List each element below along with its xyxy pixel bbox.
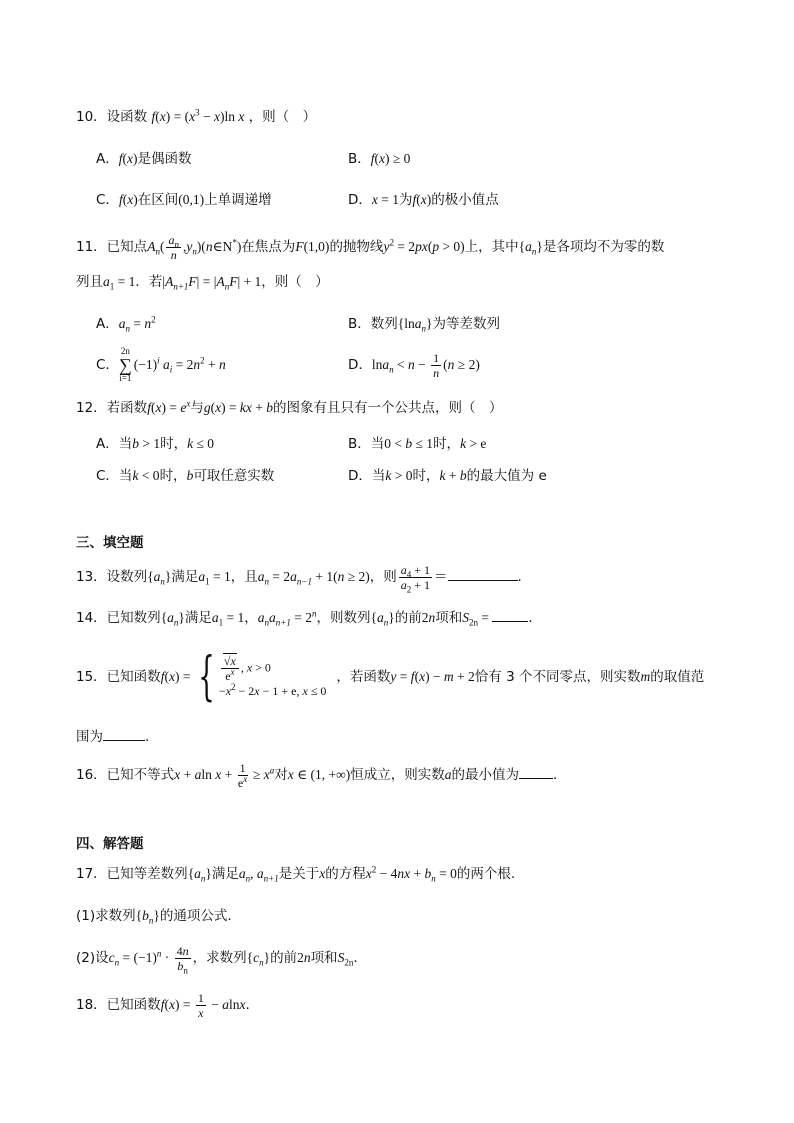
q11-line2a: 列且	[76, 274, 103, 290]
q18-end: .	[245, 997, 250, 1013]
q16-t2: 恒成立，则实数	[350, 767, 445, 783]
q12-text1: 与	[190, 400, 204, 416]
question-16: 16．已知不等式x + aln x + $\frac{1}{e^x}$ ≥ $x^a$对x ∈ (1, +∞)恒成立，则实数a的最小值为 .	[76, 760, 558, 790]
question-14: 14．已知数列$\{a_n\}$满足$a_1 = 1$，$a_na_{n+1} = 2^n$，则数列$\{a_n\}$的前2n项和$S_{2n}$ = ．	[76, 608, 542, 628]
q11-a-label: A．	[96, 316, 119, 332]
q13-t5: ．	[517, 569, 532, 585]
q17-part2: (2)设$c_n = (-1)^n$ · $\frac{4n}{b_n}$ ，求数列$\{c_n\}$的前2n项和$S_{2n}$.	[76, 943, 358, 975]
q12-d-text1: 时，	[412, 468, 440, 484]
q11-line2b: ．若	[135, 274, 163, 290]
q10-formula: f	[151, 109, 156, 124]
q12-b-label: B．当	[348, 436, 385, 452]
q10-c-text1: 在区间	[137, 192, 179, 208]
q13-stem: 13．设数列	[76, 569, 148, 585]
q17-t2: 是关于	[278, 866, 320, 882]
q11-line2c: ，则（ ）	[261, 274, 329, 290]
q16-stem: 16．已知不等式	[76, 767, 175, 783]
q17-p2d: 项和	[310, 950, 338, 966]
q15-t1: ，若函数	[336, 669, 391, 685]
q14-t1: 满足	[184, 610, 212, 626]
q12-b-text: 时，	[433, 436, 461, 452]
q17-part1: (1)求数列$\{b_n\}$的通项公式.	[76, 908, 232, 926]
q10-option-c: C．f(x)在区间(0,1)上单调递增	[96, 192, 272, 208]
q11-option-c: C．2n ∑ $i=1(-1)^i$ $a_i = 2n^2 + n$	[96, 346, 226, 383]
question-17: 17．已知等差数列$\{a_n\}$满足$a_n$, $a_{n+1}$是关于x的方程$x^2 - 4nx + b_n = 0$的两个根.	[76, 864, 516, 884]
q14-t6: ．	[528, 610, 542, 626]
q17-t4: 的两个根.	[456, 866, 516, 882]
question-18: 18．已知函数f(x) = $\frac{1}{x}$ − alnx.	[76, 990, 250, 1020]
q16-t1: 对	[274, 767, 288, 783]
q16-end: .	[552, 767, 558, 783]
q10-d-text2: 的极小值点	[431, 192, 499, 208]
q12-d-text2: 的最大值为 e	[466, 468, 547, 484]
q10-option-d: D．x = 1为f(x)的极小值点	[348, 192, 499, 208]
q13-t1: 满足	[171, 569, 199, 585]
q11-option-d: D．lna$_n$ < n − $\frac{1}{n}$ (n ≥ 2)	[348, 350, 480, 380]
q13-t2: ，且	[230, 569, 258, 585]
q12-d-label: D．当	[348, 468, 386, 484]
q11-b-label: B．数列	[348, 316, 398, 332]
q10-option-a: A．f(x)是偶函数	[96, 151, 192, 167]
summation-symbol: 2n ∑ i=1	[118, 346, 132, 383]
q12-c-text1: 时，	[159, 468, 187, 484]
question-13: 13．设数列$\{a_n\}$满足$a_1 = 1$，且$a_n = 2a_{n-1} + 1(n \ge 2)$，则 $\frac{a_4 + 1}{a_2 + 1}$ ＝ ．	[76, 562, 532, 594]
q11-text2: 的抛物线	[329, 239, 384, 255]
q12-option-a: A．当b > 1时，k ≤ 0	[96, 436, 215, 452]
piecewise-brace: {	[198, 647, 215, 707]
question-15: 15．已知函数f(x) = { $\frac{√x}{e^x}$ , x > 0 $-x^2 - 2x - 1 + e$, x ≤ 0 ，若函数y = f(x) − m + 2恰有 3 个不同零点，则实数m的取值范	[76, 647, 705, 707]
q11-stem: 11．已知点	[76, 239, 148, 255]
q14-t5: 项和	[435, 610, 463, 626]
q15-line2-text: 围为	[76, 729, 103, 745]
q14-t4: 的前	[394, 610, 422, 626]
q10-stem: 10．设函数	[76, 109, 148, 125]
q12-stem: 12．若函数	[76, 400, 148, 416]
q12-text2: 的图象有且只有一个公共点，则（ ）	[273, 400, 503, 416]
q17-p2: (2)设	[76, 950, 109, 966]
question-12: 12．若函数$f(x) = e^x$与g(x) = kx + b的图象有且只有一个公共点，则（ ）	[76, 398, 503, 416]
q10-d-text1: 为	[399, 192, 413, 208]
q17-t3: 的方程	[325, 866, 366, 882]
q12-option-c: C．当k < 0时，b可取任意实数	[96, 468, 275, 484]
q17-p2e: .	[353, 950, 358, 966]
q11-option-a: A．$a_n = n^2$	[96, 314, 156, 334]
q18-stem: 18．已知函数	[76, 997, 161, 1013]
q17-p2c: 的前	[270, 950, 298, 966]
q14-t2: ，	[244, 610, 258, 626]
q11-b-text: 为等差数列	[432, 316, 500, 332]
q16-t3: 的最小值为	[451, 767, 519, 783]
q10-c-text2: 上单调递增	[204, 192, 272, 208]
q13-t3: ，则	[369, 569, 397, 585]
q14-stem: 14．已知数列	[76, 610, 161, 626]
q14-t3: ，则数列	[316, 610, 371, 626]
q11-c-label: C．	[96, 357, 119, 373]
q11-line2: 列且$a_1 = 1$．若$|A_{n+1}F| = |A_nF| + 1$，则（ ）	[76, 274, 329, 292]
section-solution-heading: 四、解答题	[76, 836, 144, 852]
q10-option-b: B．f(x) ≥ 0	[348, 151, 411, 167]
q12-a-label: A．当	[96, 436, 133, 452]
section-fill-in-heading: 三、填空题	[76, 535, 144, 551]
q13-answer-blank[interactable]	[448, 566, 518, 581]
q11-text1: 在焦点为	[241, 239, 296, 255]
q15-t3: 的取值范	[650, 669, 705, 685]
q10-b-label: B．	[348, 151, 371, 167]
q17-t1: 满足	[211, 866, 239, 882]
q14-answer-blank[interactable]	[492, 607, 528, 622]
q13-t4: ＝	[434, 569, 448, 585]
q15-end: .	[145, 729, 150, 745]
q12-option-d: D．当k > 0时，k + b的最大值为 e	[348, 468, 547, 484]
q16-answer-blank[interactable]	[519, 764, 553, 779]
q12-c-label: C．当	[96, 468, 133, 484]
q10-tail: ，则（ ）	[248, 109, 317, 125]
q17-p1: (1)求数列	[76, 908, 136, 924]
question-11: 11．已知点$A_n$( $\frac{a_n}{n}$ $,y_n)(n\in N^*)$在焦点为F(1,0)的抛物线$y^2 = 2px(p > 0)$上，其中$\{a_n\}$是各项均不为零的数	[76, 232, 665, 262]
q17-p1b: 的通项公式.	[159, 908, 232, 924]
q12-a-text: 时，	[160, 436, 188, 452]
q11-option-b: B．数列{lna$_n$}为等差数列	[348, 316, 500, 334]
q10-a-label: A．	[96, 151, 119, 167]
q10-c-label: C．	[96, 192, 119, 208]
q17-stem: 17．已知等差数列	[76, 866, 188, 882]
q11-text4: 是各项均不为零的数	[542, 239, 665, 255]
q15-line2	[76, 726, 149, 747]
q15-answer-blank[interactable]	[103, 726, 145, 741]
q10-d-label: D．	[348, 192, 372, 208]
q11-text3: 上，其中	[464, 239, 519, 255]
q10-a-text: 是偶函数	[137, 151, 192, 167]
q17-p2b: ，求数列	[192, 950, 247, 966]
q12-c-text2: 可取任意实数	[193, 468, 275, 484]
q12-option-b: B．当0 < b ≤ 1时，k > e	[348, 436, 487, 452]
q15-stem: 15．已知函数	[76, 669, 161, 685]
question-10: 10．设函数 $f(x) = (x^3 - x)\ln$ x ，则（ ）	[76, 107, 317, 125]
piecewise-cases: $\frac{√x}{e^x}$ , x > 0 $-x^2 - 2x - 1 + e$, x ≤ 0	[218, 654, 327, 698]
q11-d-label: D．	[348, 357, 372, 373]
q15-t2: 恰有 3 个不同零点，则实数	[474, 669, 641, 685]
